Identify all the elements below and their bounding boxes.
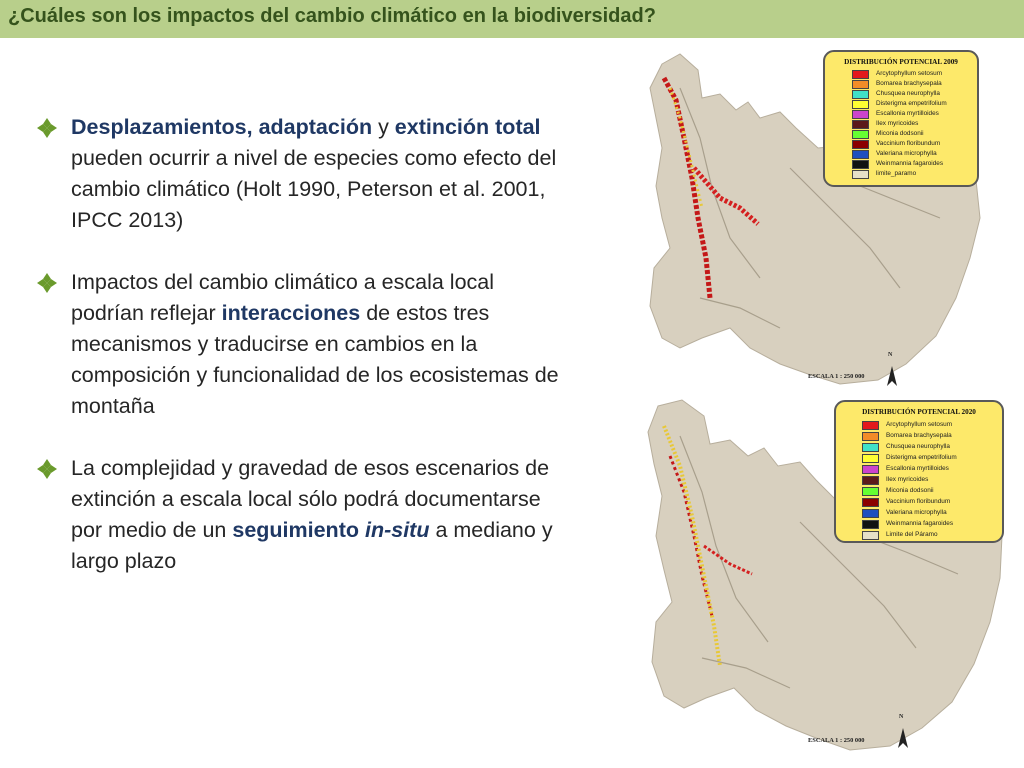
legend-label: Limite del Páramo [886,531,938,538]
bullet-text-bold: interacciones [221,301,361,325]
legend-label: Escallonia myrtilloides [886,465,949,472]
legend-swatch [862,487,879,496]
legend-swatch [862,443,879,452]
legend-label: Bomarea brachysepala [886,432,952,439]
bullet-text: y [372,115,395,139]
legend-label: Weinmannia fagaroides [886,520,954,527]
diamond-bullet-icon [36,117,58,139]
bullet-text-bold: seguimiento [232,518,365,542]
legend-label: limite_paramo [876,170,917,177]
legend-swatch [862,531,879,540]
bullet-item [36,267,566,422]
map-panel-2020 [640,396,1006,752]
legend-label: Disterigma empetrifolium [876,100,947,107]
legend-swatch [862,432,879,441]
legend-label: Escallonia myrtilloides [876,110,939,117]
legend-swatch [862,509,879,518]
legend-swatch [852,70,869,79]
legend-swatch [862,465,879,474]
legend-swatch [862,454,879,463]
north-label: N [899,714,904,720]
legend-label: Chusquea neurophylla [876,90,940,97]
legend-swatch [852,90,869,99]
map-scale: ESCALA 1 : 250 000 [808,373,865,380]
north-arrow-icon [885,360,899,388]
legend-swatch [852,160,869,169]
title-bar [0,0,1024,38]
bullet-text: La complejidad y gravedad de esos escenarios de extinción a escala local sólo podrá documentarse por medio de un [71,456,550,542]
legend-box [823,50,979,187]
north-arrow-icon [896,722,910,750]
legend-title: DISTRIBUCIÓN POTENCIAL 2009 [844,58,958,66]
legend-swatch [852,130,869,139]
legend-swatch [852,100,869,109]
legend-label: Chusquea neurophylla [886,443,950,450]
bullet-text: de estos tres mecanismos y traducirse en cambios en la composición y funcionalidad de los ecosistemas de montaña [71,301,559,418]
legend-label: Vaccinium floribundum [876,140,941,147]
legend-label: Ilex myricoides [886,476,929,483]
north-label: N [888,352,893,358]
legend-label: Ilex myricoides [876,120,919,127]
legend-swatch [852,80,869,89]
legend-swatch [852,140,869,149]
legend-label: Valeriana microphylla [876,150,937,157]
legend-box [834,400,1004,543]
legend-label: Weinmannia fagaroides [876,160,944,167]
bullet-item [36,453,566,577]
slide-title: ¿Cuáles son los impactos del cambio climático en la biodiversidad? [8,5,656,27]
legend-swatch [862,498,879,507]
legend-label: Miconia dodsonii [876,130,924,137]
map-panel-2009 [640,48,982,388]
legend-swatch [852,120,869,129]
bullet-text-bold: Desplazamientos, adaptación [71,115,373,139]
legend-label: Valeriana microphylla [886,509,947,516]
bullet-list [36,112,566,608]
bullet-text-bold-italic: in-situ [364,518,430,542]
legend-label: Arcytophyllum setosum [876,70,943,77]
diamond-bullet-icon [36,458,58,480]
diamond-bullet-icon [36,272,58,294]
map-scale: ESCALA 1 : 250 000 [808,737,865,744]
legend-swatch [862,476,879,485]
legend-label: Bomarea brachysepala [876,80,942,87]
bullet-text: Impactos del cambio climático a escala local podrían reflejar [71,270,495,325]
legend-swatch [862,520,879,529]
legend-label: Disterigma empetrifolium [886,454,957,461]
legend-swatch [852,110,869,119]
legend-label: Arcytophyllum setosum [886,421,953,428]
bullet-text-bold: extinción total [394,115,541,139]
legend-title: DISTRIBUCIÓN POTENCIAL 2020 [862,408,976,416]
bullet-item [36,112,566,236]
bullet-text: a mediano y largo plazo [71,518,553,573]
legend-swatch [852,170,869,179]
legend-swatch [862,421,879,430]
legend-label: Vaccinium floribundum [886,498,951,505]
legend-swatch [852,150,869,159]
legend-label: Miconia dodsonii [886,487,934,494]
bullet-text: pueden ocurrir a nivel de especies como efecto del cambio climático (Holt 1990, Peterson et al. 2001, IPCC 2013) [71,146,557,232]
